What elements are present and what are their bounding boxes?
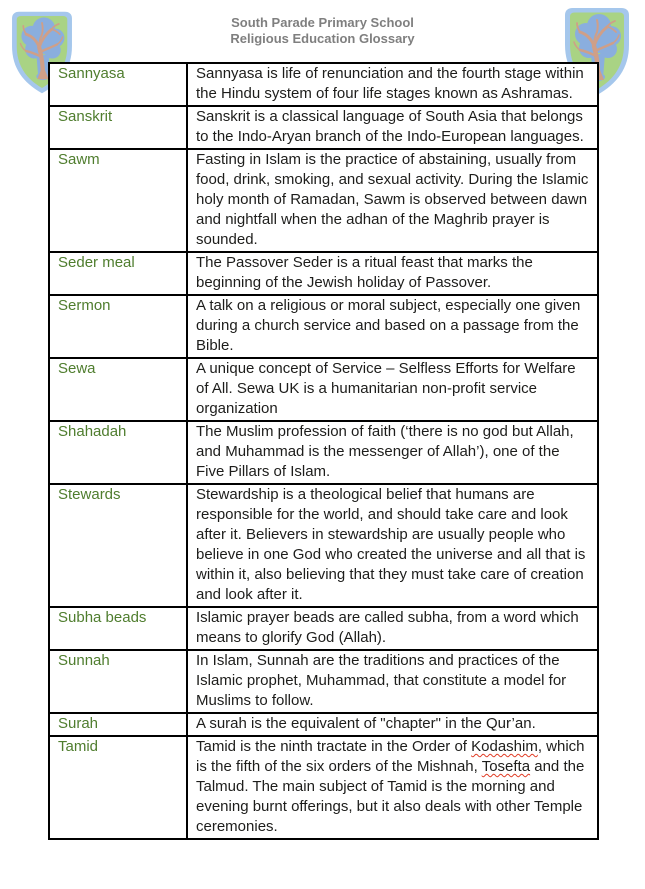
glossary-term: Sannyasa — [49, 63, 187, 106]
glossary-definition — [187, 106, 598, 149]
definition-text: Sanskrit is a classical language of South Asia that belongs to the Indo-Aryan branch of the Indo-European languages. — [196, 108, 584, 145]
glossary-row — [49, 713, 598, 736]
definition-text: A unique concept of Service – Selfless Efforts for Welfare of All. Sewa UK is a humanitarian non-profit service organization — [196, 360, 576, 417]
glossary-row — [49, 106, 598, 149]
glossary-definition — [187, 607, 598, 650]
glossary-definition — [187, 736, 598, 839]
glossary-table — [48, 62, 599, 840]
glossary-row — [49, 736, 598, 839]
glossary-term: Seder meal — [49, 252, 187, 295]
glossary-row — [49, 650, 598, 713]
glossary-row — [49, 63, 598, 106]
definition-text: Tamid is the ninth tractate in the Order of — [196, 738, 472, 755]
glossary-term: Sermon — [49, 295, 187, 358]
glossary-row — [49, 252, 598, 295]
glossary-term: Subha beads — [49, 607, 187, 650]
glossary-definition — [187, 63, 598, 106]
glossary-row — [49, 421, 598, 484]
definition-text: Fasting in Islam is the practice of abstaining, usually from food, drink, smoking, and sexual activity. During the Islamic holy month of Ramadan, Sawm is observed between dawn and nightfall when the adhan of the Maghrib prayer is sounded. — [196, 151, 589, 248]
glossary-term: Sawm — [49, 149, 187, 252]
glossary-row — [49, 607, 598, 650]
glossary-definition — [187, 421, 598, 484]
definition-text: Stewardship is a theological belief that humans are responsible for the world, and should take care and look after it. Believers in stewardship are usually people who believe in one God who created the universe and all that is within it, also believing that they must take care of creation and look after it. — [196, 486, 586, 603]
misspelled-word: Kodashim — [471, 738, 538, 755]
glossary-definition — [187, 149, 598, 252]
glossary-definition — [187, 484, 598, 607]
glossary-definition — [187, 295, 598, 358]
glossary-term: Sewa — [49, 358, 187, 421]
glossary-table-body — [49, 63, 598, 839]
misspelled-word: Tosefta — [481, 758, 531, 775]
glossary-term: Stewards — [49, 484, 187, 607]
definition-text: A talk on a religious or moral subject, especially one given during a church service and based on a passage from the Bible. — [196, 297, 581, 354]
definition-text: Islamic prayer beads are called subha, from a word which means to glorify God (Allah). — [196, 609, 579, 646]
definition-text: , which is the fifth of the six orders of the Mishnah, — [196, 738, 585, 775]
glossary-row — [49, 358, 598, 421]
school-name: South Parade Primary School — [231, 15, 414, 30]
glossary-definition — [187, 358, 598, 421]
document-title: Religious Education Glossary — [230, 31, 415, 46]
glossary-term: Sunnah — [49, 650, 187, 713]
glossary-row — [49, 295, 598, 358]
glossary-row — [49, 149, 598, 252]
glossary-row — [49, 484, 598, 607]
glossary-definition — [187, 650, 598, 713]
definition-text: Sannyasa is life of renunciation and the fourth stage within the Hindu system of four life stages known as Ashramas. — [196, 65, 584, 102]
document-header — [0, 0, 645, 47]
definition-text: A surah is the equivalent of "chapter" in the Qur’an. — [196, 715, 536, 732]
glossary-term: Surah — [49, 713, 187, 736]
glossary-term: Tamid — [49, 736, 187, 839]
definition-text: In Islam, Sunnah are the traditions and practices of the Islamic prophet, Muhammad, that constitute a model for Muslims to follow. — [196, 652, 567, 709]
glossary-definition — [187, 252, 598, 295]
glossary-term: Sanskrit — [49, 106, 187, 149]
glossary-term: Shahadah — [49, 421, 187, 484]
glossary-definition — [187, 713, 598, 736]
definition-text: The Muslim profession of faith (‘there is no god but Allah, and Muhammad is the messenger of Allah’), one of the Five Pillars of Islam. — [196, 423, 574, 480]
definition-text: The Passover Seder is a ritual feast that marks the beginning of the Jewish holiday of Passover. — [196, 254, 533, 291]
definition-text: and the Talmud. The main subject of Tamid is the morning and evening burnt offerings, but it also deals with other Temple ceremonies. — [196, 758, 585, 835]
